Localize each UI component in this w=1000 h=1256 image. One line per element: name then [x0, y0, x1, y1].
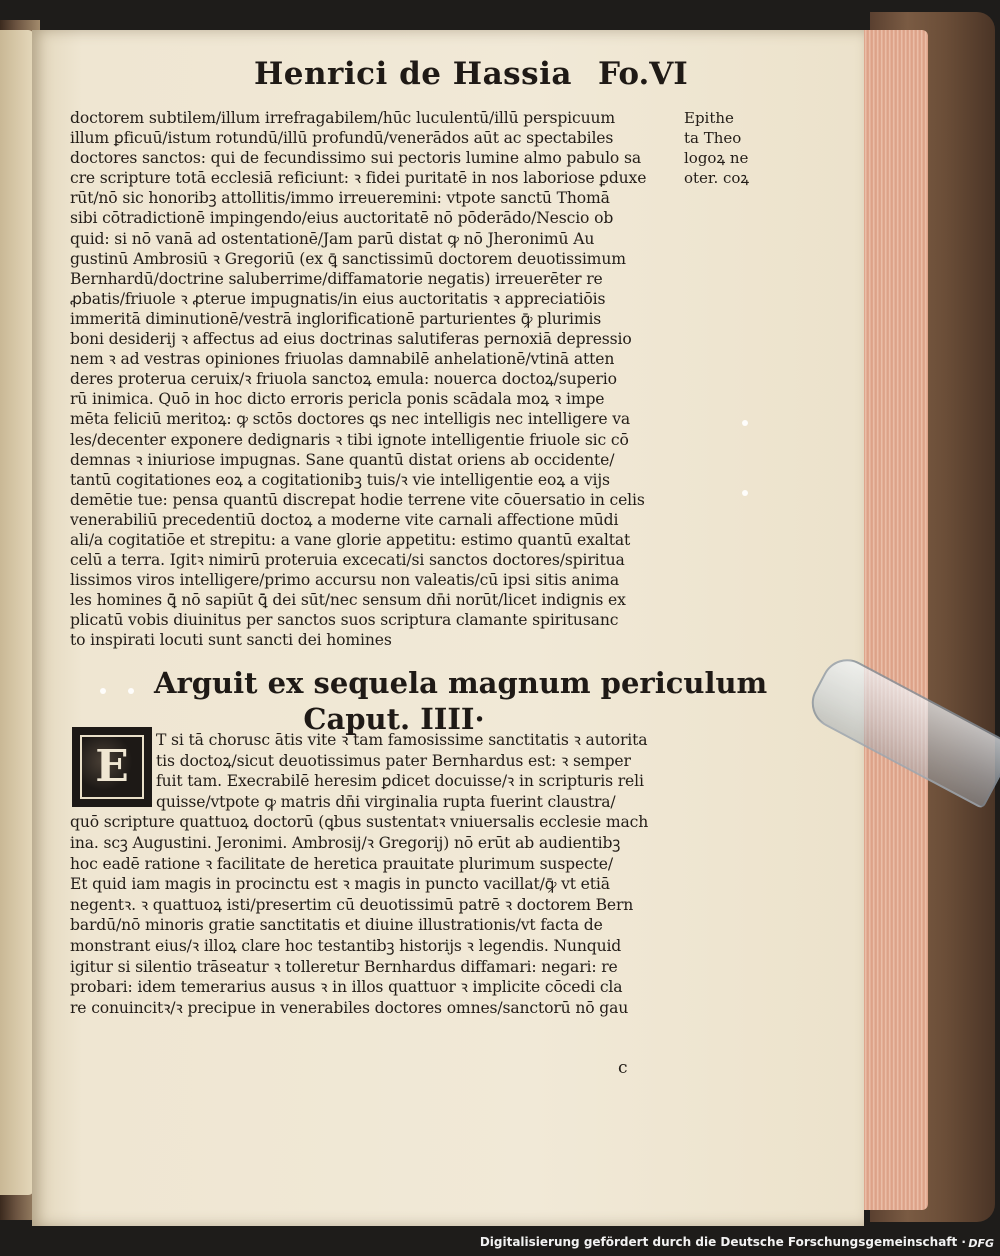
text-line: to inspirati locuti sunt sancti dei homines: [70, 631, 392, 650]
initial-letter: E: [80, 735, 144, 799]
chapter-number: Caput. IIII·: [303, 702, 485, 736]
text-line: ali/a cogitatiōe et strepitu: a vane glorie appetitu: estimo quantū exaltat: [70, 530, 631, 549]
text-line: rū inimica. Quō in hoc dicto erroris pericla ponis scādala moꝝ ꝛ impe: [70, 390, 605, 409]
text-line: fuit tam. Execrabilē heresim ꝑdicet docuisse/ꝛ in scripturis reli: [156, 772, 644, 791]
left-page-edge: [0, 30, 34, 1195]
text-line: hoc eadē ratione ꝛ facilitate de heretica prauitate plurimum suspecte/: [70, 854, 613, 873]
footer-credit: Digitalisierung gefördert durch die Deutsche Forschungsgemeinschaft ·: [479, 1235, 966, 1249]
text-line: mēta feliciū meritoꝝ: ꝙ sctōs doctores ꝗs nec intelligis nec intelligere va: [70, 410, 631, 429]
worm-hole: [742, 490, 748, 496]
text-line: les homines ꝗ̄ nō sapiūt ꝗ̄ dei sūt/nec sensum dn̄i norūt/licet indignis ex: [70, 591, 626, 610]
text-line: ꝓbatis/friuole ꝛ ꝓterue impugnatis/in eius auctoritatis ꝛ appreciatiōis: [70, 289, 606, 308]
text-line: Bernhardū/doctrine saluberrime/diffamatorie negatis) irreuerēter re: [70, 269, 603, 288]
text-line: quō scripture quattuoꝝ doctorū (ꝗbus sustentatꝛ vniuersalis ecclesie mach: [70, 813, 649, 832]
text-line: venerabiliū precedentiū doctoꝝ a moderne vite carnali affectione mūdi: [70, 510, 619, 529]
text-line: cre scripture totā ecclesiā reficiunt: ꝛ fidei puritatē in nos laboriose ꝑduxe: [70, 169, 647, 188]
text-line: igitur si silentio trāseatur ꝛ tolleretur Bernhardus diffamari: negari: re: [70, 957, 618, 976]
text-line: bardū/nō minoris gratie sanctitatis et diuine illustrationis/vt facta de: [70, 916, 603, 935]
text-line: re conuincitꝛ/ꝛ precipue in venerabiles doctores omnes/sanctorū nō gau: [70, 998, 629, 1017]
text-line: plicatū vobis diuinitus per sanctos suos scriptura clamante spiritusanc: [70, 611, 619, 630]
text-line: celū a terra. Igitꝛ nimirū proteruia excecati/si sanctos doctores/spiritua: [70, 551, 625, 570]
chapter-heading: [154, 666, 768, 736]
footer-bar: [0, 1228, 1000, 1256]
text-line: rūt/nō sic honoribꝫ attollitis/immo irreueremini: vtpote sanctū Thomā: [70, 189, 610, 208]
text-line: quid: si nō vanā ad ostentationē/Jam parū distat ꝙ nō Jheronimū Au: [70, 229, 595, 248]
text-line: tantū cogitationes eoꝝ a cogitationibꝫ tuis/ꝛ vie intelligentie eoꝝ a vijs: [70, 470, 610, 489]
text-line: T si tā chorusc ātis vite ꝛ tam famosissime sanctitatis ꝛ autorita: [156, 731, 648, 749]
text-line: les/decenter exponere dedignaris ꝛ tibi ignote intelligentie friuole sic cō: [70, 430, 629, 449]
running-head-title: Henrici de Hassia: [254, 56, 572, 92]
text-line: doctores sanctos: qui de fecundissimo sui pectoris lumine almo pabulo sa: [70, 149, 641, 168]
running-head: [32, 56, 864, 96]
text-line: oter. coꝝ: [684, 169, 750, 187]
printed-page: [32, 30, 864, 1226]
text-line: deres proterua ceruix/ꝛ friuola sanctoꝝ emula: nouerca doctoꝝ/superio: [70, 370, 617, 389]
dfg-logo: DFG: [968, 1237, 994, 1250]
text-line: immeritā diminutionē/vestrā inglorificationē parturientes ꝙ̄ plurimis: [70, 309, 602, 328]
text-line: nem ꝛ ad vestras opiniones friuolas damnabilē anhelationē/vtinā atten: [70, 350, 615, 369]
text-line: demētie tue: pensa quantū discrepat hodie terrene vite cōuersatio in celis: [70, 490, 645, 509]
text-line: gustinū Ambrosiū ꝛ Gregoriū (ex ꝗ̄ sanctissimū doctorem deuotissimum: [70, 249, 626, 268]
text-line: boni desiderij ꝛ affectus ad eius doctrinas salutiferas pernoxiā depressio: [70, 330, 632, 349]
text-line: negentꝛ. ꝛ quattuoꝝ isti/presertim cū deuotissimū patrē ꝛ doctorem Bern: [70, 895, 634, 914]
text-line: probari: idem temerarius ausus ꝛ in illos quattuor ꝛ implicite cōcedi cla: [70, 978, 623, 997]
body-text: [70, 108, 690, 651]
text-line: monstrant eius/ꝛ illoꝝ clare hoc testantibꝫ historijs ꝛ legendis. Nunquid: [70, 936, 622, 955]
text-line: ta Theo: [684, 129, 742, 147]
chapter-title: Arguit ex sequela magnum periculum: [154, 666, 768, 700]
text-line: tis doctoꝝ/sicut deuotissimus pater Bernhardus est: ꝛ semper: [156, 751, 631, 770]
margin-note: [684, 108, 764, 188]
text-line: doctorem subtilem/illum irrefragabilem/hūc luculentū/illū perspicuum: [70, 109, 616, 127]
folio-number: Fo.VI: [598, 56, 688, 92]
signature-mark: c: [618, 1058, 628, 1078]
text-line: logoꝝ ne: [684, 149, 749, 167]
text-line: Et quid iam magis in procinctu est ꝛ magis in puncto vacillat/ꝙ̄ vt etiā: [70, 875, 610, 894]
page-edges: [858, 30, 928, 1210]
worm-hole: [742, 420, 748, 426]
text-line: demnas ꝛ iniuriose impugnas. Sane quantū distat oriens ab occidente/: [70, 450, 615, 469]
text-line: quisse/vtpote ꝙ matris dn̄i virginalia rupta fuerint claustra/: [156, 792, 616, 811]
text-line: sibi cōtradictionē impingendo/eius auctoritatē nō pōderādo/Nescio ob: [70, 209, 614, 228]
worm-hole: [128, 688, 134, 694]
worm-hole: [100, 688, 106, 694]
text-line: Epithe: [684, 109, 734, 127]
chapter-text: [70, 730, 690, 1018]
text-line: illum ꝑficuū/istum rotundū/illū profundū/venerādos aūt ac spectabiles: [70, 129, 614, 148]
text-line: lissimos viros intelligere/primo accursu non valeatis/cū ipsi sitis anima: [70, 571, 620, 590]
text-line: ina. scꝫ Augustini. Jeronimi. Ambrosij/ꝛ Gregorij) nō erūt ab audientibꝫ: [70, 833, 621, 852]
